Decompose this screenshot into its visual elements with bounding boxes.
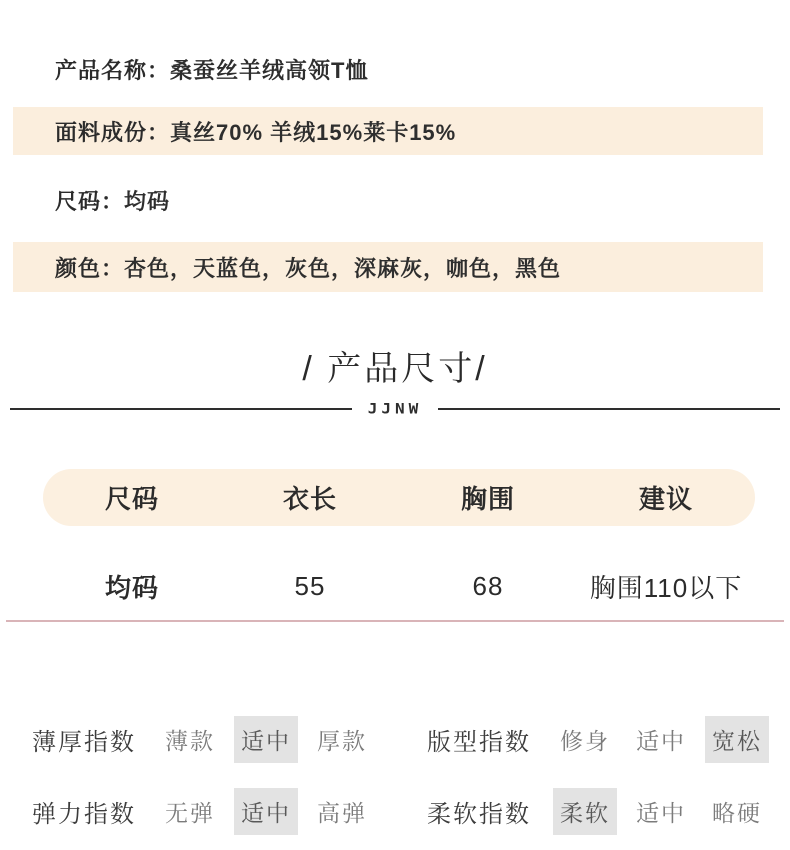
spec-row-color [13,242,763,292]
product-name-value: 桑蚕丝羊绒高领T恤 [170,57,369,83]
option-loose: 宽松 [705,716,769,763]
size-table-header [43,469,755,526]
spec-row-size [0,176,790,224]
size-section-header [0,345,790,418]
table-bottom-divider [6,620,784,622]
table-header-cell-length: 衣长 [282,484,337,514]
option-high-stretch: 高弹 [317,799,367,826]
size-value: 均码 [124,188,171,214]
fabric-label: 面料成份： [55,119,171,145]
spec-row-product-name [0,45,790,93]
option-slim: 修身 [560,727,610,754]
divider-line-right [438,408,780,410]
option-no-stretch: 无弹 [165,799,215,826]
index-group-softness [395,790,790,832]
option-thin: 薄款 [165,727,215,754]
table-cell-size: 均码 [104,572,159,603]
table-header-cell-bust: 胸围 [460,484,515,514]
option-slightly-hard: 略硬 [712,799,762,826]
option-regular-fit: 适中 [636,727,686,754]
size-label: 尺码： [55,188,125,214]
spec-row-fabric [13,107,763,155]
index-group-fit [395,718,790,760]
option-thick: 厚款 [317,727,367,754]
fabric-value: 真丝70% 羊绒15%莱卡15% [170,119,457,145]
brand-logo: JJNW [367,399,423,418]
table-cell-advice: 胸围110以下 [589,572,743,603]
table-cell-bust: 68 [472,570,504,601]
size-table [0,469,790,622]
index-group-thickness [0,718,395,760]
option-medium-stretch: 适中 [234,788,298,835]
index-label-elasticity: 弹力指数 [32,800,136,828]
color-label: 颜色： [55,255,125,281]
option-medium-soft: 适中 [636,799,686,826]
index-label-softness: 柔软指数 [427,800,531,828]
fabric-indices [0,718,790,832]
size-table-row [43,526,755,620]
table-header-cell-advice: 建议 [638,484,693,514]
divider-line-left [10,408,352,410]
brand-divider [0,399,790,418]
product-name-label: 产品名称： [55,57,171,83]
table-cell-length: 55 [294,570,326,601]
color-value: 杏色，天蓝色，灰色，深麻灰，咖色，黑色 [124,255,562,281]
option-medium-thickness: 适中 [234,716,298,763]
index-label-thickness: 薄厚指数 [32,728,136,756]
option-soft: 柔软 [553,788,617,835]
index-group-elasticity [0,790,395,832]
index-label-fit: 版型指数 [427,728,531,756]
section-title: / 产品尺寸/ [302,350,488,388]
table-header-cell-size: 尺码 [104,484,159,514]
